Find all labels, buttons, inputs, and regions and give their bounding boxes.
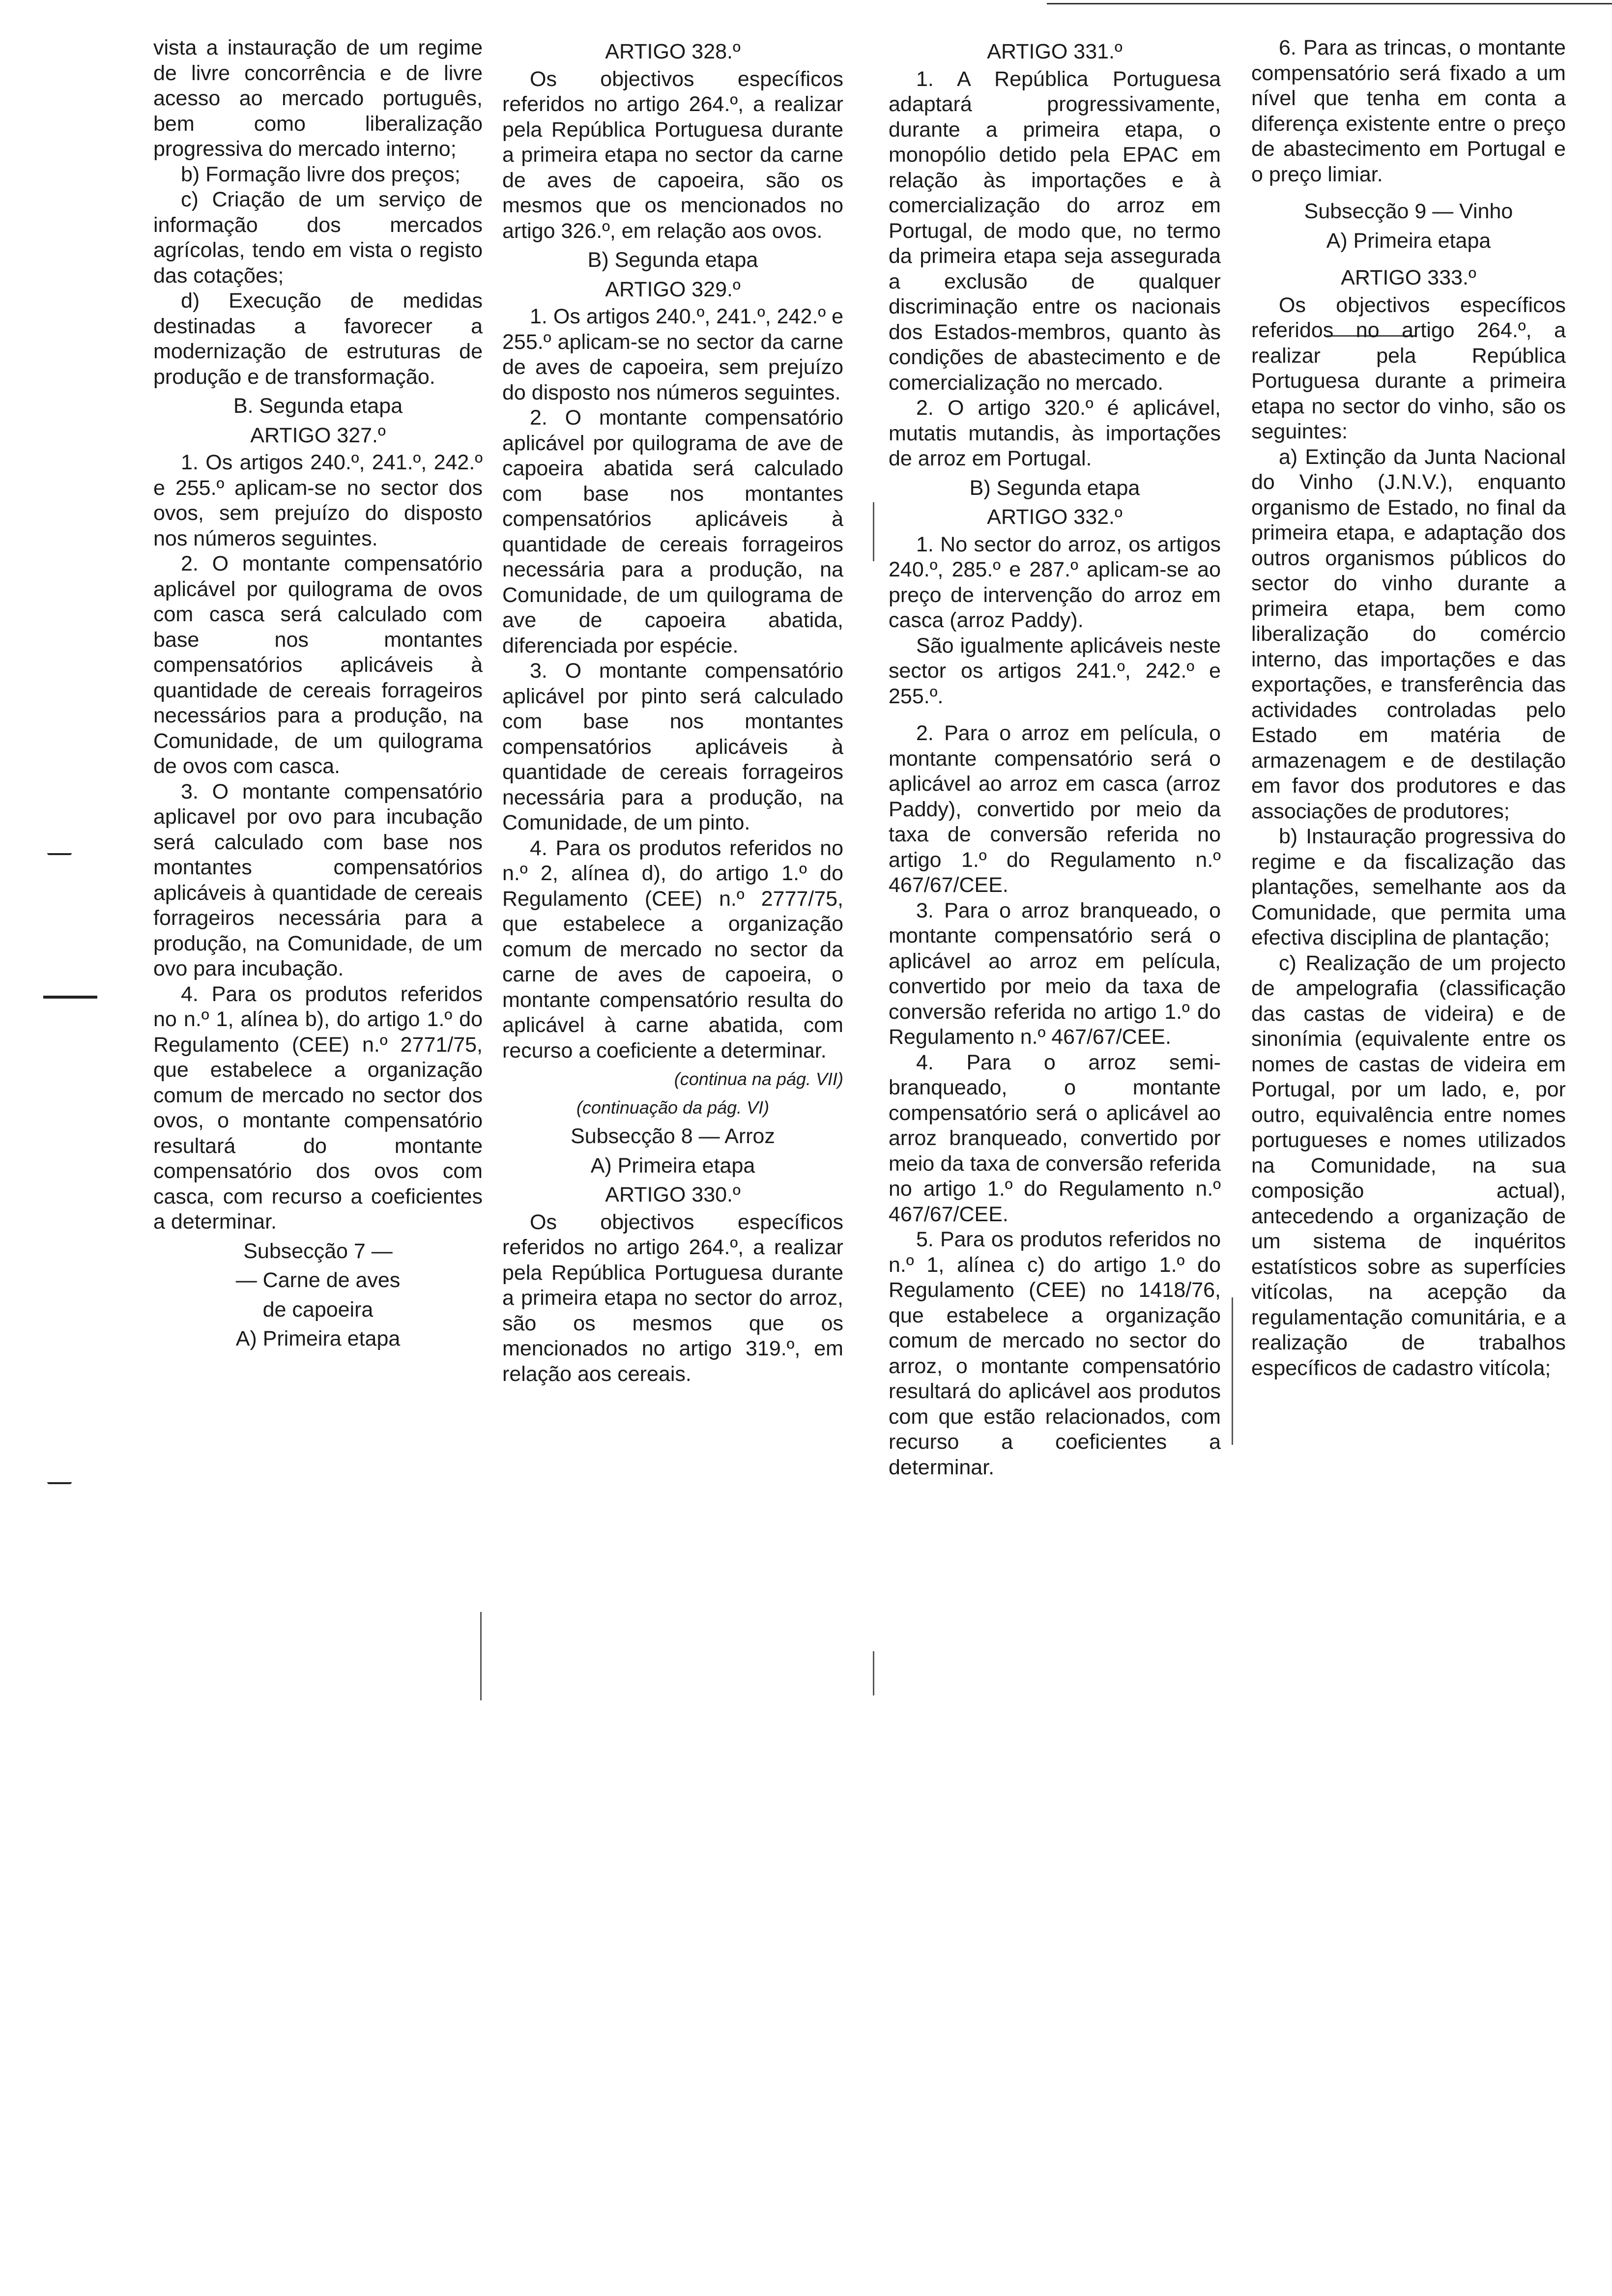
paragraph: b) Formação livre dos preços;	[181, 162, 461, 186]
paragraph: São igualmente aplicáveis neste sector os artigos 241.º, 242.º e 255.º.	[889, 633, 1221, 708]
text-column-1	[153, 35, 483, 1354]
paragraph: 5. Para os produtos referidos no n.º 1, alínea c) do artigo 1.º do Regulamento (CEE) no 1418/76, que estabelece a organização comum de mercado no sector do arroz, o montante compensatório resultará do aplicável aos produtos com que estão relacionados, com recurso a coeficientes a determinar.	[889, 1228, 1221, 1479]
heading: ARTIGO 329.º	[605, 277, 741, 301]
heading: ARTIGO 331.º	[987, 40, 1123, 63]
heading: ARTIGO 328.º	[605, 40, 741, 63]
paragraph: vista a instauração de um regime de livre concorrência e de livre acesso ao mercado português, bem como liberalização progressiva do mercado interno;	[153, 36, 483, 161]
paragraph: 1. No sector do arroz, os artigos 240.º, 285.º e 287.º aplicam-se ao preço de intervenção do arroz em casca (arroz Paddy).	[889, 532, 1221, 632]
paragraph: 4. Para o arroz semi-branqueado, o montante compensatório será o aplicável ao arroz branqueado, convertido por meio da taxa de conversão referida no artigo 1.º do Regulamento n.º 467/67/CEE.	[889, 1050, 1221, 1226]
paragraph: Os objectivos específicos referidos no artigo 264.º, a realizar pela República Portuguesa durante a primeira etapa no sector da carne de aves de capoeira, são os mesmos que os mencionados no artigo 326.º, em relação aos ovos.	[502, 67, 843, 243]
page-note: (continua na pág. VII)	[674, 1069, 843, 1089]
paragraph: d) Execução de medidas destinadas a favorecer a modernização de estruturas de produção e de transformação.	[153, 289, 483, 389]
paragraph: 3. O montante compensatório aplicável por pinto será calculado com base nos montantes compensatórios aplicáveis à quantidade de cereais forrageiros necessária para a produção, na Comunidade, de um pinto.	[502, 659, 843, 834]
paragraph: c) Realização de um projecto de ampelografia (classificação das castas de videira) e de sinonímia (equivalente entre os nomes de castas de videira em Portugal, por um lado, e, por outro, equivalência entre nomes portugueses e nomes utilizados na Comunidade, na sua composição actual), antecedendo a organização de um sistema de inquéritos estatísticos sobre as superfícies vitícolas, na acepção da regulamentação comunitária, e a realização de trabalhos específicos de cadastro vitícola;	[1251, 951, 1566, 1380]
text-column-3	[889, 35, 1221, 1480]
heading: ARTIGO 332.º	[987, 505, 1123, 529]
paragraph: 4. Para os produtos referidos no n.º 2, alínea d), do artigo 1.º do Regulamento (CEE) n.º 2777/75, que estabelece a organização comum de mercado no sector da carne de aves de capoeira, o montante compensatório resulta do aplicável à carne abatida, com recurso a coeficiente a determinar.	[502, 836, 843, 1062]
heading: A) Primeira etapa	[1326, 229, 1491, 253]
heading: Subsecção 9 — Vinho	[1304, 200, 1513, 223]
page-note: (continuação da pág. VI)	[576, 1097, 770, 1118]
paragraph: Os objectivos específicos referidos no artigo 264.º, a realizar pela República Portuguesa durante a primeira etapa no sector do arroz, são os mesmos que os mencionados no artigo 319.º, em relação aos cereais.	[502, 1210, 843, 1386]
paragraph: 2. Para o arroz em película, o montante compensatório será o aplicável ao arroz em casca (arroz Paddy), convertido por meio da taxa de conversão referida no artigo 1.º do Regulamento n.º 467/67/CEE.	[889, 721, 1221, 897]
paragraph: 1. A República Portuguesa adaptará progressivamente, durante a primeira etapa, o monopólio detido pela EPAC em relação às importações e à comercialização do arroz em Portugal, de modo que, no termo da primeira etapa seja assegurada a exclusão de qualquer discriminação entre os nacionais dos Estados-membros, quanto às condições de abastecimento e de comercialização no mercado.	[889, 67, 1221, 395]
paragraph: 1. Os artigos 240.º, 241.º, 242.º e 255.º aplicam-se no sector dos ovos, sem prejuízo do disposto nos números seguintes.	[153, 451, 483, 550]
paragraph: 2. O montante compensatório aplicável por quilograma de ave de capoeira abatida será calculado com base nos montantes compensatórios aplicáveis à quantidade de cereais forrageiros necessária para a produção, na Comunidade, de um quilograma de ave de capoeira abatida, diferenciada por espécie.	[502, 406, 843, 658]
heading: Subsecção 8 — Arroz	[571, 1124, 775, 1148]
heading: ARTIGO 327.º	[250, 423, 386, 447]
text-column-4	[1251, 35, 1566, 1381]
top-rule	[1047, 3, 1612, 4]
paragraph: 6. Para as trincas, o montante compensatório será fixado a um nível que tenha em conta a diferença existente entre o preço de abastecimento em Portugal e o preço limiar.	[1251, 36, 1566, 186]
paragraph: 1. Os artigos 240.º, 241.º, 242.º e 255.º aplicam-se no sector da carne de aves de capoeira, sem prejuízo do disposto nos números seguintes.	[502, 305, 843, 404]
margin-mark	[47, 853, 72, 855]
heading: A) Primeira etapa	[235, 1327, 401, 1350]
margin-tick	[1232, 1297, 1233, 1445]
margin-tick	[873, 502, 874, 561]
paragraph: Os objectivos específicos referidos no artigo 264.º, a realizar pela República Portuguesa durante a primeira etapa no sector do vinho, são os seguintes:	[1251, 293, 1566, 443]
paragraph: a) Extinção da Junta Nacional do Vinho (J.N.V.), enquanto organismo de Estado, no final da primeira etapa, e adaptação dos outros organismos públicos do sector do vinho durante a primeira etapa, bem como liberalização do comércio interno, das importações e das exportações, e transferência das actividades controladas pelo Estado em matéria de armazenagem e de destilação em favor dos produtores e das associações de produtores;	[1251, 445, 1566, 823]
text-column-2	[502, 35, 843, 1387]
paragraph: 2. O artigo 320.º é aplicável, mutatis mutandis, às importações de arroz em Portugal.	[889, 396, 1221, 470]
heading: A) Primeira etapa	[590, 1153, 755, 1177]
heading: B) Segunda etapa	[969, 476, 1140, 500]
heading: Subsecção 7 —	[243, 1239, 393, 1263]
heading: — Carne de aves	[235, 1268, 401, 1292]
heading: ARTIGO 330.º	[605, 1183, 741, 1206]
paragraph: 4. Para os produtos referidos no n.º 1, alínea b), do artigo 1.º do Regulamento (CEE) n.º 2771/75, que estabelece a organização comum de mercado no sector dos ovos, o montante compensatório resultará do montante compensatório dos ovos com casca, com recurso a coeficientes a determinar.	[153, 982, 483, 1234]
margin-mark	[43, 996, 97, 999]
paragraph: 3. O montante compensatório aplicavel por ovo para incubação será calculado com base nos montantes compensatórios aplicáveis à quantidade de cereais forrageiros necessária para a produção, na Comunidade, de um ovo para incubação.	[153, 779, 483, 980]
heading: de capoeira	[262, 1297, 374, 1321]
margin-tick	[873, 1651, 874, 1695]
heading: B) Segunda etapa	[587, 248, 758, 272]
margin-mark	[47, 1482, 72, 1484]
heading: B. Segunda etapa	[233, 394, 403, 418]
paragraph: c) Criação de um serviço de informação dos mercados agrícolas, tendo em vista o registo das cotações;	[153, 188, 483, 287]
margin-tick	[480, 1612, 482, 1700]
paragraph: 3. Para o arroz branqueado, o montante compensatório será o aplicável ao arroz em película, convertido por meio da taxa de conversão referida no artigo 1.º do Regulamento n.º 467/67/CEE.	[889, 898, 1221, 1049]
paragraph: 2. O montante compensatório aplicável por quilograma de ovos com casca será calculado com base nos montantes compensatórios aplicáveis à quantidade de cereais forrageiros necessários para a produção, na Comunidade, de um quilograma de ovos com casca.	[153, 552, 483, 778]
heading: ARTIGO 333.º	[1341, 266, 1476, 289]
paragraph: b) Instauração progressiva do regime e da fiscalização das plantações, semelhante aos da Comunidade, que permita uma efectiva disciplina de plantação;	[1251, 825, 1566, 949]
